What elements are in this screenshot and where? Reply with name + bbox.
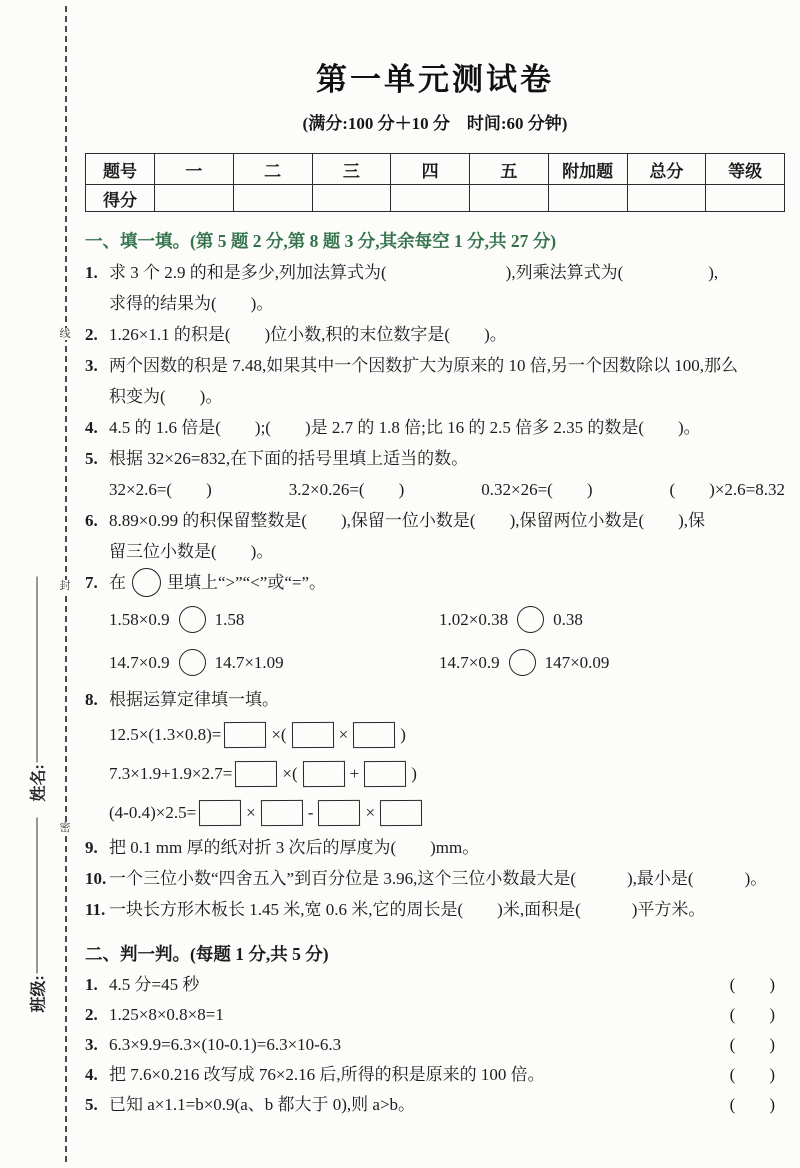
section2-note: (每题 1 分,共 5 分) [190,944,329,964]
question-number: 10. [85,869,107,888]
statement-text: 把 7.6×0.216 改写成 76×2.16 后,所得的积是原来的 100 倍。 [109,1065,545,1084]
comparison-circle-blank [179,606,206,633]
question-number: 3. [85,1035,98,1054]
question-number: 2. [85,1005,98,1024]
operator: ×( [282,763,298,783]
question-4 [85,412,785,443]
comparison-item [109,649,439,676]
question-1 [85,257,785,319]
question-text: 4.5 的 1.6 倍是( );( )是 2.7 的 1.8 倍;比 16 的 2.5 倍多 2.35 的数是( )。 [109,418,701,437]
answer-bracket-blank: ( ) [729,1035,775,1054]
question-text: 一个三位小数“四舍五入”到百分位是 3.96,这个三位小数最大是( ),最小是( )。 [109,869,768,888]
score-table-header-cell: 一 [155,154,234,185]
score-table-header-cell: 二 [233,154,312,185]
question-7 [85,567,785,598]
student-name-field [25,577,49,802]
question-8-equation-2 [85,754,785,793]
comparison-right: 0.38 [553,609,583,629]
section2-heading [85,939,785,970]
comparison-row [109,598,785,641]
comparison-left: 14.7×0.9 [439,652,500,672]
question-text: 把 0.1 mm 厚的纸对折 3 次后的厚度为( )mm。 [109,838,480,857]
judge-item-2 [85,1000,785,1030]
score-table-score-row [86,185,785,212]
answer-box-blank [292,721,334,747]
comparison-left: 14.7×0.9 [109,652,170,672]
comparison-left: 1.58×0.9 [109,609,170,629]
score-empty-cell [155,185,234,212]
operator: × [246,802,256,822]
judge-item-3 [85,1030,785,1060]
score-empty-cell [627,185,706,212]
section-fill-in [85,226,785,925]
comparison-row [109,641,785,684]
question-3 [85,350,785,412]
answer-box-blank [353,721,395,747]
operator: × [365,802,376,822]
operator: × [338,724,349,744]
question-number: 4. [85,1065,98,1084]
question-number: 1. [85,263,98,282]
paper-title: 第一单元测试卷 [316,62,554,97]
score-empty-cell [233,185,312,212]
section2-title: 二、判一判。 [85,944,190,964]
question-8-equation-3 [85,793,785,832]
comparison-circle-blank [132,568,161,597]
answer-box-blank [199,799,241,825]
seal-char-mi: 密 [56,822,74,834]
answer-box-blank [303,760,345,786]
question-10 [85,863,785,894]
score-table-header-cell: 总分 [627,154,706,185]
question-number: 8. [85,690,98,709]
comparison-right: 14.7×1.09 [214,652,284,672]
statement-text: 已知 a×1.1=b×0.9(a、b 都大于 0),则 a>b。 [109,1095,416,1114]
score-empty-cell [312,185,391,212]
score-table-header-cell: 五 [470,154,549,185]
student-name-label: 姓名: [30,764,47,802]
question-number: 2. [85,325,98,344]
question-11 [85,894,785,925]
answer-box-blank [318,799,360,825]
paper-subtitle: (满分:100 分＋10 分 时间:60 分钟) [302,114,568,133]
question-6 [85,505,785,567]
comparison-right: 1.58 [214,609,245,629]
question-text: 求 3 个 2.9 的和是多少,列加法算式为( ),列乘法算式为( ), [109,263,719,282]
score-table-header-cell: 附加题 [548,154,627,185]
comparison-circle-blank [509,649,536,676]
operator: - [307,802,314,822]
answer-box-blank [235,760,277,786]
score-empty-cell [470,185,549,212]
judge-item-4 [85,1060,785,1090]
answer-box-blank [364,760,406,786]
score-table-header-cell: 三 [312,154,391,185]
student-name-blank-line [36,577,38,763]
question-text: 里填上“>”“<”或“=”。 [167,573,327,592]
section1-heading [85,226,785,257]
score-table-header-row [86,154,785,185]
answer-box-blank [380,799,422,825]
student-class-label: 班级: [30,975,47,1013]
score-empty-cell [706,185,785,212]
section1-note: (第 5 题 2 分,第 8 题 3 分,其余每空 1 分,共 27 分) [190,231,557,251]
question-text-line2: 积变为( )。 [109,387,223,406]
question-2 [85,319,785,350]
seal-char-feng: 封 [56,580,74,592]
question-5 [85,443,785,474]
question-number: 9. [85,838,98,857]
question-text-line2: 求得的结果为( )。 [109,294,274,313]
question-text: 根据运算定律填一填。 [109,690,279,709]
question-8 [85,684,785,715]
equation: ( )×2.6=8.32 [669,480,785,499]
question-9 [85,832,785,863]
comparison-right: 147×0.09 [544,652,610,672]
equation: 3.2×0.26=( ) [288,480,405,499]
equation-prefix: 12.5×(1.3×0.8)= [109,724,222,744]
question-number: 4. [85,418,98,437]
statement-text: 6.3×9.9=6.3×(10-0.1)=6.3×10-6.3 [109,1035,342,1054]
question-text: 1.26×1.1 的积是( )位小数,积的末位数字是( )。 [109,325,507,344]
equation-prefix: (4-0.4)×2.5= [109,802,197,822]
comparison-item [439,649,609,676]
question-number: 7. [85,573,98,592]
section-true-false [85,939,785,1120]
comparison-circle-blank [517,606,544,633]
question-text: 一块长方形木板长 1.45 米,宽 0.6 米,它的周长是( )米,面积是( )平方米。 [109,900,706,919]
student-class-field [25,818,49,1013]
question-text: 根据 32×26=832,在下面的括号里填上适当的数。 [109,449,469,468]
seal-char-xian: 线 [56,328,74,340]
student-class-blank-line [36,818,38,974]
score-row-label: 得分 [86,185,155,212]
question-text: 8.89×0.99 的积保留整数是( ),保留一位小数是( ),保留两位小数是( ),保 [109,511,706,530]
answer-bracket-blank: ( ) [729,975,775,994]
equation: 0.32×26=( ) [481,480,593,499]
question-7-comparisons [85,598,785,684]
score-empty-cell [548,185,627,212]
question-number: 11. [85,900,106,919]
operator: + [349,763,360,783]
equation-prefix: 7.3×1.9+1.9×2.7= [109,763,233,783]
equation: 32×2.6=( ) [109,480,212,499]
question-number: 1. [85,975,98,994]
score-table-header-cell: 题号 [86,154,155,185]
score-table [85,153,785,212]
statement-text: 4.5 分=45 秒 [109,975,200,994]
score-empty-cell [391,185,470,212]
operator: ) [400,724,406,744]
answer-bracket-blank: ( ) [729,1065,775,1084]
paper-content [85,0,785,1120]
answer-bracket-blank: ( ) [729,1005,775,1024]
operator: ) [411,763,417,783]
comparison-left: 1.02×0.38 [439,609,509,629]
answer-box-blank [224,721,266,747]
comparison-item [109,606,439,633]
comparison-item [439,606,583,633]
question-5-equations [85,474,785,505]
statement-text: 1.25×8×0.8×8=1 [109,1005,224,1024]
answer-box-blank [261,799,303,825]
question-number: 5. [85,449,98,468]
question-text: 在 [109,573,126,592]
score-table-header-cell: 等级 [706,154,785,185]
answer-bracket-blank: ( ) [729,1095,775,1114]
section1-title: 一、填一填。 [85,231,190,251]
question-text-line2: 留三位小数是( )。 [109,542,274,561]
question-number: 6. [85,511,98,530]
operator: ×( [271,724,287,744]
comparison-circle-blank [179,649,206,676]
judge-item-5 [85,1090,785,1120]
score-table-header-cell: 四 [391,154,470,185]
judge-item-1 [85,970,785,1000]
question-number: 3. [85,356,98,375]
question-number: 5. [85,1095,98,1114]
question-8-equation-1 [85,715,785,754]
question-text: 两个因数的积是 7.48,如果其中一个因数扩大为原来的 10 倍,另一个因数除以 100,那么 [109,356,738,375]
